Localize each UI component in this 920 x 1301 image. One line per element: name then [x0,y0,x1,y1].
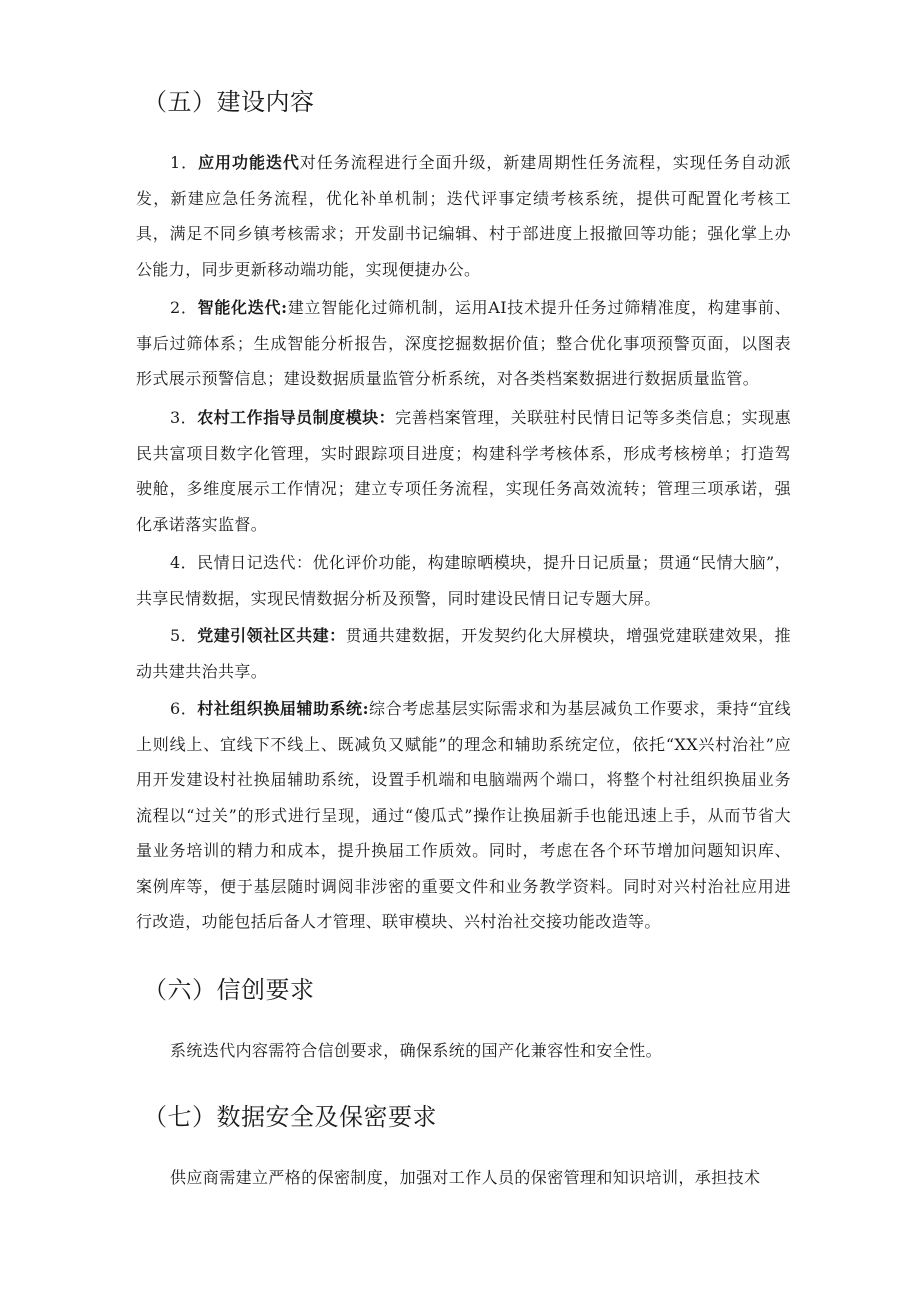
section-7-heading: （七）数据安全及保密要求 [143,1103,437,1131]
item-1-paragraph [136,145,791,287]
section-7-body: 供应商需建立严格的保密制度，加强对工作人员的保密管理和知识培训，承担技术 [170,1168,761,1187]
item-1-body: 对任务流程进行全面升级，新建周期性任务流程，实现任务自动派发，新建应急任务流程，优化补单机制；迭代评事定绩考核系统，提供可配置化考核工具，满足不同乡镇考核需求；开发副书记编辑、村于部进度上报撤回等功能；强化掌上办公能力，同步更新移动端功能，实现便捷办公。 [136,153,791,279]
section-6-heading: （六）信创要求 [143,976,315,1004]
item-6-title: 村社组织换届辅助系统: [197,699,369,718]
item-5-paragraph [136,618,791,689]
item-2-number: 2． [170,298,198,317]
item-2-body: 建立智能化过筛机制，运用AI技术提升任务过筛精准度，构建事前、事后过筛体系；生成智能分析报告，深度挖掘数据价值；整合优化事项预警页面，以图表形式展示预警信息；建设数据质量监管分析系统，对各类档案数据进行数据质量监管。 [136,298,792,388]
item-1-number: 1． [170,153,199,172]
item-4-body: 民情日记迭代：优化评价功能，构建晾晒模块，提升日记质量；贯通“民情大脑”，共享民情数据，实现民情数据分析及预警，同时建设民情日记专题大屏。 [136,553,791,608]
item-5-body: 贯通共建数据，开发契约化大屏模块，增强党建联建效果，推动共建共治共享。 [136,626,791,681]
item-5-title: 党建引领社区共建： [197,626,346,645]
item-3-title: 农村工作指导员制度模块： [197,408,396,427]
item-2-paragraph [136,290,791,397]
item-5-number: 5． [170,626,198,645]
item-6-body: 综合考虑基层实际需求和为基层减负工作要求，秉持“宜线上则线上、宜线下不线上、既减负又赋能”的理念和辅助系统定位，依托“XX兴村治社”应用开发建设村社换届辅助系统，设置手机端和电脑端两个端口，将整个村社组织换届业务流程以“过关”的形式进行呈现，通过“傻瓜式”操作让换届新手也能迅速上手，从而节省大量业务培训的精力和成本，提升换届工作质效。同时，考虑在各个环节增加问题知识库、案例库等，便于基层随时调阅非涉密的重要文件和业务教学资料。同时对兴村治社应用进行改造，功能包括后备人才管理、联审模块、兴村治社交接功能改造等。 [136,699,791,931]
item-6-paragraph [136,691,791,940]
item-3-body: 完善档案管理，关联驻村民情日记等多类信息；实现惠民共富项目数字化管理，实时跟踪项目进度；构建科学考核体系，形成考核榜单；打造驾驶舱，多维度展示工作情况；建立专项任务流程，实现任务高效流转；管理三项承诺，强化承诺落实监督。 [136,408,791,534]
item-1-title: 应用功能迭代 [198,153,300,172]
item-3-number: 3． [170,408,198,427]
section-6-body: 系统迭代内容需符合信创要求，确保系统的国产化兼容性和安全性。 [170,1041,663,1060]
item-6-number: 6． [170,699,198,718]
item-4-paragraph [136,545,791,616]
item-3-paragraph [136,400,791,542]
item-4-number: 4． [170,553,198,572]
section-5-heading: （五）建设内容 [143,88,315,116]
item-2-title: 智能化迭代: [197,298,288,317]
